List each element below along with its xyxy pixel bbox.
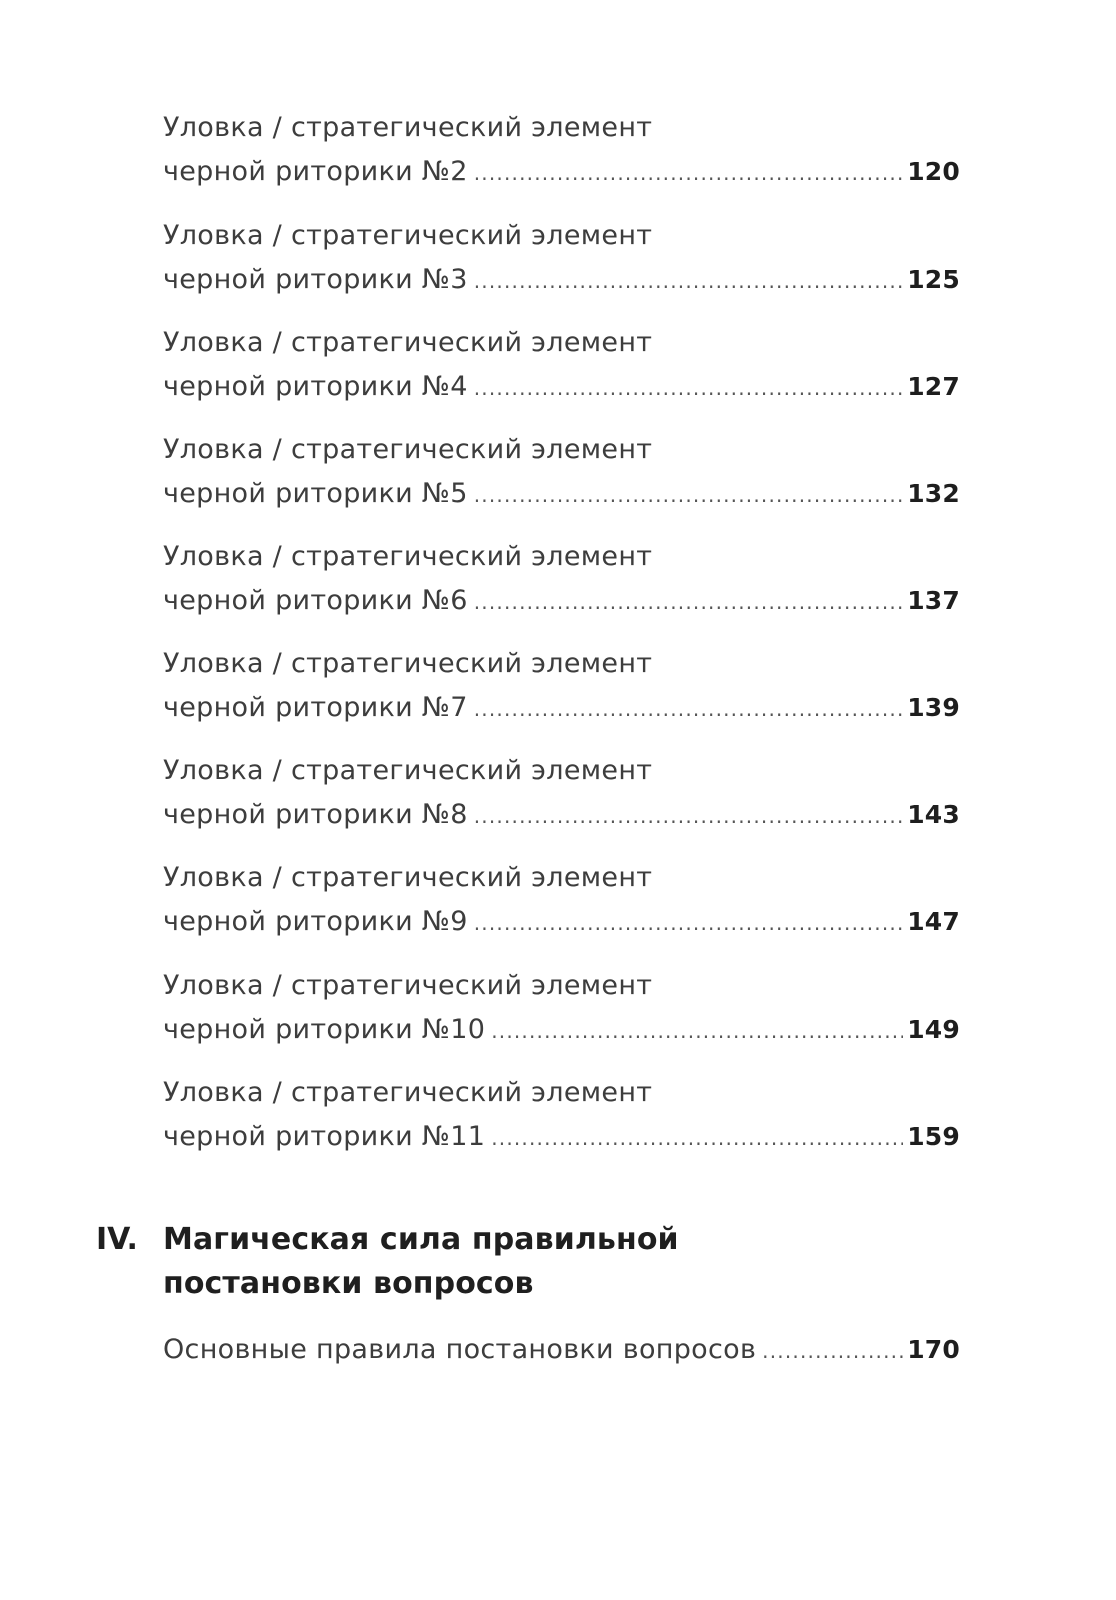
toc-entry-title-line: Уловка / стратегический элемент	[163, 862, 653, 893]
section-number: IV.	[96, 1222, 138, 1257]
dot-leader	[474, 366, 903, 410]
toc-page-number: 149	[907, 1015, 960, 1044]
toc-entry-title-continuation: черной риторики №4	[163, 371, 468, 402]
toc-page-number: 132	[907, 479, 960, 508]
toc-entry-title-line: Уловка / стратегический элемент	[163, 434, 653, 465]
toc-entry[interactable]	[163, 1071, 960, 1160]
toc-entry-title-line: Уловка / стратегический элемент	[163, 755, 653, 786]
toc-entry-title-continuation: черной риторики №11	[163, 1121, 486, 1152]
dot-leader	[762, 1329, 903, 1373]
toc-entry-title-line: Уловка / стратегический элемент	[163, 541, 653, 572]
toc-page-number: 147	[907, 907, 960, 936]
toc-entry-leader-line	[163, 1115, 960, 1160]
section-title: Магическая сила правильной постановки вопросов	[163, 1222, 679, 1301]
toc-entry-title-continuation: черной риторики №6	[163, 585, 468, 616]
toc-entry-title: Основные правила постановки вопросов	[163, 1334, 757, 1365]
toc-entry-leader-line	[163, 365, 960, 410]
toc-entry-leader-line	[163, 793, 960, 838]
toc-entry-title-continuation: черной риторики №10	[163, 1014, 486, 1045]
toc-entry-title-line: Уловка / стратегический элемент	[163, 1077, 653, 1108]
toc-page-number: 139	[907, 693, 960, 722]
dot-leader	[474, 151, 903, 195]
toc-entry[interactable]	[163, 535, 960, 624]
toc-entry-leader-line	[163, 686, 960, 731]
dot-leader	[474, 687, 903, 731]
toc-entry[interactable]	[163, 642, 960, 731]
toc-entry-leader-line	[163, 900, 960, 945]
toc-entry-title-continuation: черной риторики №7	[163, 692, 468, 723]
dot-leader	[474, 580, 903, 624]
toc-entry-leader-line	[163, 1008, 960, 1053]
toc-page-number: 143	[907, 800, 960, 829]
toc-entry[interactable]	[163, 428, 960, 517]
toc-entry-leader-line	[163, 258, 960, 303]
toc-entry-leader-line	[163, 579, 960, 624]
toc-entry[interactable]	[163, 106, 960, 195]
dot-leader	[474, 473, 903, 517]
toc-entry-title-continuation: черной риторики №9	[163, 906, 468, 937]
toc-entry-title-line: Уловка / стратегический элемент	[163, 648, 653, 679]
toc-entry[interactable]	[163, 964, 960, 1053]
dot-leader	[491, 1009, 903, 1053]
toc-entry-title-line: Уловка / стратегический элемент	[163, 327, 653, 358]
toc-entry-leader-line	[163, 472, 960, 517]
toc-entry-leader-line	[163, 150, 960, 195]
toc-entry-title-line: Уловка / стратегический элемент	[163, 112, 653, 143]
toc-page-number: 170	[907, 1335, 960, 1364]
toc-page-number: 137	[907, 586, 960, 615]
toc-entry-title-line: Уловка / стратегический элемент	[163, 970, 653, 1001]
dot-leader	[474, 259, 903, 303]
toc-page-number: 159	[907, 1122, 960, 1151]
dot-leader	[474, 794, 903, 838]
toc-entry-title-continuation: черной риторики №2	[163, 156, 468, 187]
toc-entry-title-continuation: черной риторики №3	[163, 264, 468, 295]
toc-entry-title-line: Уловка / стратегический элемент	[163, 220, 653, 251]
toc-entry-leader-line	[163, 1328, 960, 1373]
dot-leader	[474, 901, 903, 945]
dot-leader	[491, 1116, 903, 1160]
toc-entry[interactable]	[163, 749, 960, 838]
toc-entry[interactable]	[163, 1328, 960, 1373]
toc-entry-title-continuation: черной риторики №5	[163, 478, 468, 509]
toc-entry-title-continuation: черной риторики №8	[163, 799, 468, 830]
toc-page-number: 127	[907, 372, 960, 401]
toc-page-number: 125	[907, 265, 960, 294]
toc-entry[interactable]	[163, 321, 960, 410]
toc-page-number: 120	[907, 157, 960, 186]
toc-entry[interactable]	[163, 214, 960, 303]
toc-entry[interactable]	[163, 856, 960, 945]
